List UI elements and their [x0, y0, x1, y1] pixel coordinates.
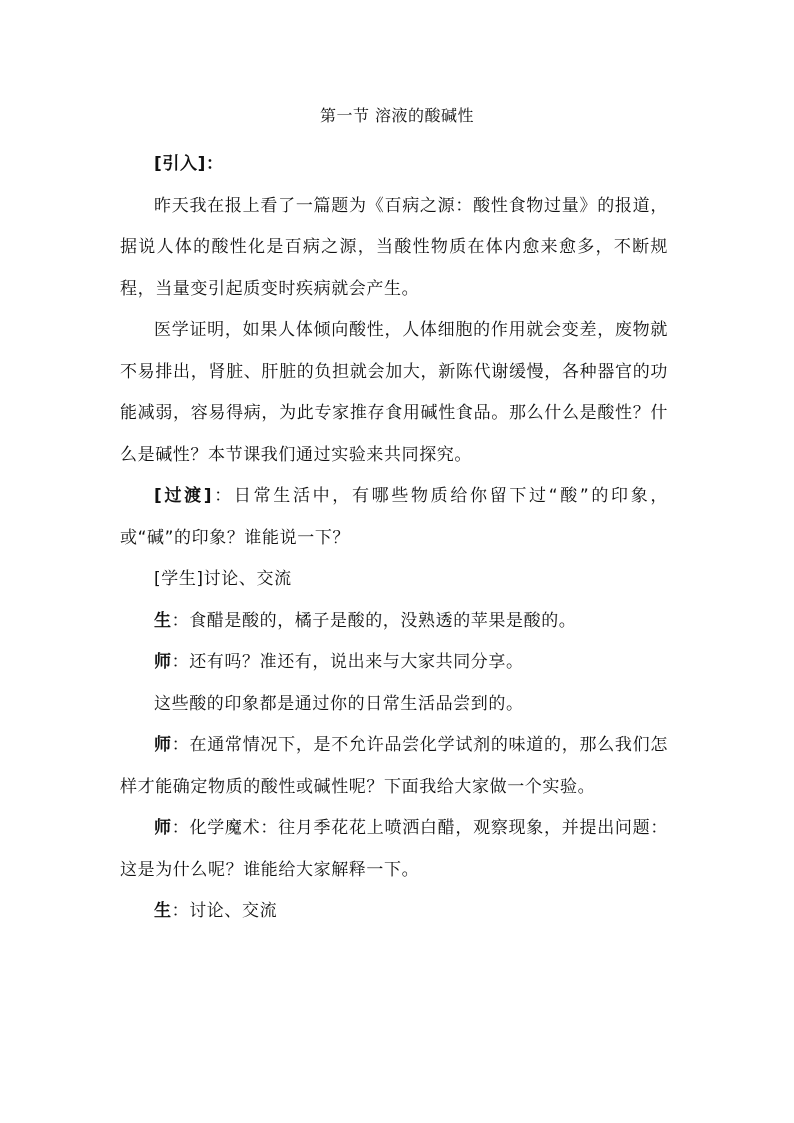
document-body: [120, 144, 668, 933]
teacher-ask-paragraph: [120, 642, 668, 684]
page-title: 第一节 溶液的酸碱性: [319, 106, 475, 125]
student-final-paragraph: [120, 891, 668, 933]
student-label: 生: [154, 901, 172, 921]
teacher-label: 师: [154, 818, 172, 838]
teacher-label: 师: [154, 735, 172, 755]
student-answer-text: ：食醋是酸的，橘子是酸的，没熟透的苹果是酸的。: [171, 610, 577, 631]
transition-label: [过渡]: [154, 486, 213, 506]
teacher-explain-text: ：在通常情况下，是不允许品尝化学试剂的味道的，那么我们怎样才能确定物质的酸性或碱性呢？下面我给大家做一个实验。: [120, 735, 668, 797]
teacher-explain-paragraph: [120, 725, 668, 808]
teacher-magic-text: ：化学魔术：往月季花花上喷洒白醋，观察现象，并提出问题：这是为什么呢？谁能给大家解释一下。: [120, 818, 668, 880]
student-answer-paragraph: [120, 601, 668, 643]
intro-paragraph-2: 医学证明，如果人体倾向酸性，人体细胞的作用就会变差，废物就不易排出，肾脏、肝脏的负担就会加大，新陈代谢缓慢，各种器官的功能减弱，容易得病，为此专家推存食用碱性食品。那么什么是酸性？什么是碱性？本节课我们通过实验来共同探究。: [120, 320, 668, 465]
teacher-ask-text: ：还有吗？准还有，说出来与大家共同分享。: [171, 652, 524, 672]
intro-paragraph-1: 昨天我在报上看了一篇题为《百病之源：酸性食物过量》的报道，据说人体的酸性化是百病之源，当酸性物质在体内愈来愈多，不断规程，当量变引起质变时疾病就会产生。: [120, 195, 668, 299]
transition-paragraph: [120, 476, 668, 559]
teacher-label: 师: [154, 652, 172, 672]
intro-label: [引入]：: [154, 154, 224, 174]
teacher-magic-paragraph: [120, 808, 668, 891]
impression-paragraph: 这些酸的印象都是通过你的日常生活品尝到的。: [154, 693, 524, 714]
intro-heading: [120, 144, 668, 186]
transition-text: ：日常生活中，有哪些物质给你留下过“酸”的印象，或“碱”的印象？谁能说一下？: [120, 486, 668, 548]
student-final-text: ：讨论、交流: [171, 901, 278, 921]
student-discuss-paragraph: [学生]讨论、交流: [154, 569, 292, 589]
student-label: 生: [154, 610, 172, 631]
